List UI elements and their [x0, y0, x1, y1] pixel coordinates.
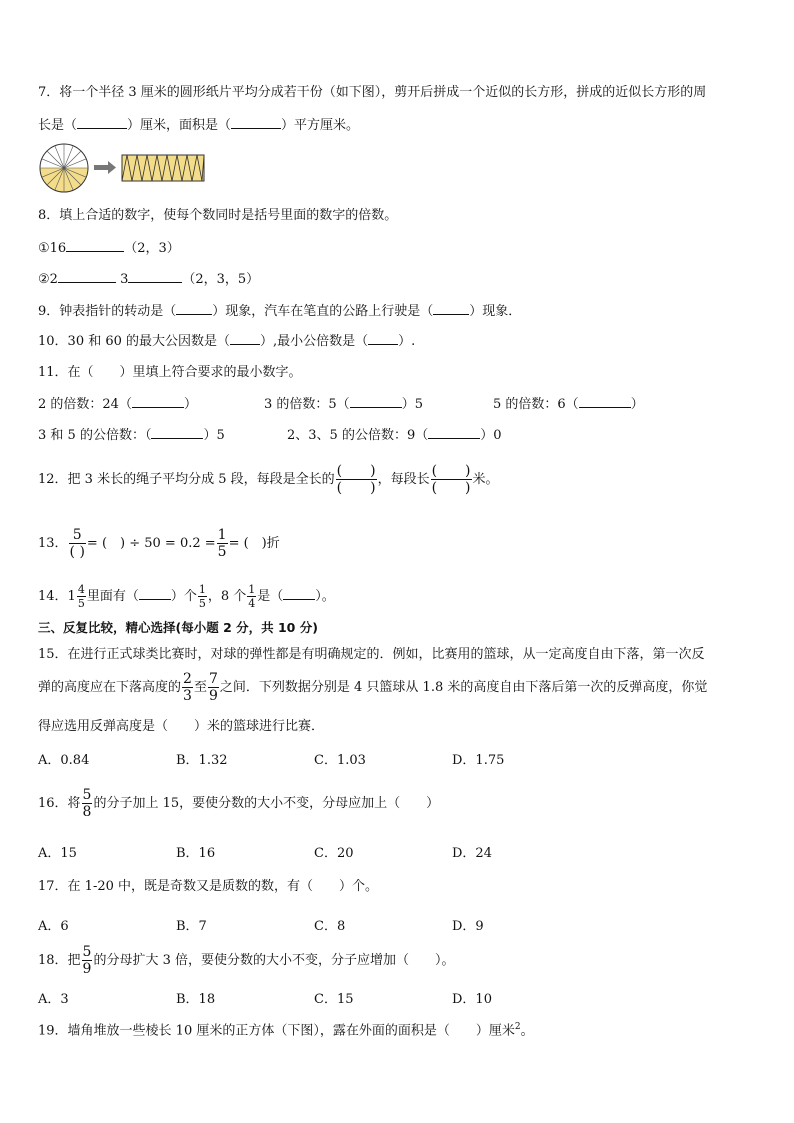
- q17-option-d[interactable]: D．9: [452, 919, 484, 934]
- q8-item2-blank-a[interactable]: [58, 270, 116, 283]
- q11-r2b-blank[interactable]: [428, 426, 480, 439]
- approx-rectangle: [122, 155, 204, 181]
- q19-tail: 。: [520, 1023, 534, 1039]
- circled-2-icon: ②: [38, 272, 50, 287]
- circled-1-icon: ①: [38, 241, 50, 256]
- q10-text-a: 10．30 和 60 的最大公因数是（: [38, 334, 231, 349]
- q11-stem: 11．在（ ）里填上符合要求的最小数字。: [38, 365, 302, 380]
- q11-r1a-tail: ）: [183, 397, 197, 412]
- q13-line: [38, 524, 280, 564]
- q8-item1-blank[interactable]: [66, 239, 124, 252]
- q11-r2a-tail: ）5: [203, 428, 225, 443]
- q14-text-d: ，8 个: [207, 589, 247, 604]
- q10-text-c: ）.: [398, 334, 416, 349]
- q11-r1b-tail: ）5: [401, 397, 423, 412]
- q13-tail: = ( )折: [228, 536, 280, 551]
- q8-item2-number-b: 3: [120, 272, 129, 287]
- q17-option-c[interactable]: C．8: [314, 919, 346, 934]
- q11-row2a: [38, 426, 225, 445]
- q7-text-c: ）平方厘米。: [281, 118, 360, 133]
- q7-blank-area[interactable]: [231, 116, 281, 129]
- q11-r1a-blank[interactable]: [132, 395, 184, 408]
- q7-figure: [38, 142, 218, 194]
- q7-text-b: ）厘米，面积是（: [127, 118, 232, 133]
- q15-text-c: 之间．下列数据分别是 4 只篮球从 1.8 米的高度自由下落后第一次的反弹高度，你觉: [219, 680, 708, 695]
- q14-text-c: ）个: [170, 589, 197, 604]
- q18-text-a: 18．把: [38, 953, 81, 968]
- q15-line1: 15．在进行正式球类比赛时，对球的弹性都是有明确规定的．例如，比赛用的篮球，从一定高度自由下落，第一次反: [38, 647, 705, 662]
- q19-text: 19．墙角堆放一些棱长 10 厘米的正方体（下图），露在外面的面积是（ ）厘米: [38, 1023, 515, 1039]
- q15-option-d[interactable]: D．1.75: [452, 753, 505, 768]
- q8-item1: [38, 239, 180, 258]
- q18-option-a[interactable]: A．3: [38, 992, 69, 1007]
- q16-text-b: 的分子加上 15，要使分数的大小不变，分母应加上（ ）: [93, 796, 440, 811]
- q12-text-b: ，每段长: [377, 472, 430, 487]
- q13-middle: = ( ) ÷ 50 = 0.2 =: [86, 536, 216, 551]
- q18-option-c[interactable]: C．15: [314, 992, 354, 1007]
- q9-blank-car[interactable]: [433, 302, 469, 315]
- q7-line2: [38, 116, 359, 135]
- q9-text-c: ）现象．: [469, 304, 522, 319]
- q10-blank-lcm[interactable]: [368, 332, 398, 345]
- q15-text-b: 至: [193, 680, 207, 695]
- q14-line: [38, 580, 335, 614]
- q11-r1a-label: 2 的倍数：24（: [38, 397, 132, 412]
- q15-option-a[interactable]: A．0.84: [38, 753, 90, 768]
- q11-row1b: [264, 395, 423, 414]
- q12-text-c: 米。: [472, 472, 499, 487]
- q17-option-a[interactable]: A．6: [38, 919, 69, 934]
- q19-superscript: 2: [514, 1022, 521, 1032]
- q14-text-e: 是（: [257, 589, 284, 604]
- q11-r1c-label: 5 的倍数：6（: [493, 397, 579, 412]
- q16-option-d[interactable]: D．24: [452, 846, 492, 861]
- q8-item1-number: 16: [49, 241, 67, 256]
- q11-r1c-tail: ）: [630, 397, 644, 412]
- q15-option-b[interactable]: B．1.32: [176, 753, 228, 768]
- q11-r2a-label: 3 和 5 的公倍数：（: [38, 428, 152, 443]
- q13-fraction-1-5: $\frac{1}{5}$: [217, 527, 227, 560]
- q14-fraction-1-5: $\frac{1}{5}$: [198, 583, 206, 610]
- q14-fraction-4-5: $\frac{4}{5}$: [77, 583, 85, 610]
- q11-row2b: [287, 426, 502, 445]
- q16-option-a[interactable]: A．15: [38, 846, 77, 861]
- q11-row1a: [38, 395, 197, 414]
- q9-line: [38, 302, 521, 321]
- q9-text-b: ）现象，汽车在笔直的公路上行驶是（: [212, 304, 434, 319]
- q16-line: [38, 786, 439, 822]
- q12-fraction-portion[interactable]: $\frac{( )}{( )}$: [336, 463, 376, 496]
- q7-text-a: 长是（: [38, 118, 78, 133]
- q14-text-a: 14．1: [38, 589, 76, 604]
- q12-line: [38, 462, 499, 498]
- q10-text-b: ）,最小公倍数是（: [260, 334, 369, 349]
- q11-r1b-label: 3 的倍数：5（: [264, 397, 350, 412]
- q10-line: [38, 332, 415, 351]
- q9-blank-clock[interactable]: [176, 302, 212, 315]
- q12-text-a: 12．把 3 米长的绳子平均分成 5 段，每段是全长的: [38, 472, 335, 487]
- q19-stem: [38, 1018, 534, 1040]
- q8-item2: [38, 270, 259, 289]
- q8-item2-number-a: 2: [49, 272, 58, 287]
- q14-blank-count1[interactable]: [139, 587, 171, 600]
- q14-text-f: ）。: [315, 589, 335, 604]
- q11-r2b-label: 2、3、5 的公倍数：9（: [287, 428, 429, 443]
- q14-blank-result[interactable]: [283, 587, 315, 600]
- q15-line3: 得应选用反弹高度是（ ）米的篮球进行比赛．: [38, 719, 325, 734]
- q15-fraction-2-3: $\frac{2}{3}$: [183, 671, 192, 704]
- arrow-icon: [94, 161, 116, 174]
- q18-text-b: 的分母扩大 3 倍，要使分数的大小不变，分子应增加（ ）。: [93, 953, 455, 968]
- circle-to-rectangle-figure: [38, 142, 218, 194]
- q11-row1c: [493, 395, 644, 414]
- q13-label: 13．: [38, 536, 68, 551]
- q18-option-d[interactable]: D．10: [452, 992, 492, 1007]
- q15-text-a: 弹的高度应在下落高度的: [38, 680, 182, 695]
- q7-blank-perimeter[interactable]: [77, 116, 127, 129]
- q18-line: [38, 943, 455, 979]
- q15-line2: [38, 670, 707, 706]
- q17-option-b[interactable]: B．7: [176, 919, 207, 934]
- q9-text-a: 9．钟表指针的转动是（: [38, 304, 177, 319]
- q14-text-b: 里面有（: [86, 589, 139, 604]
- q11-r2a-blank[interactable]: [151, 426, 203, 439]
- q10-blank-gcd[interactable]: [230, 332, 260, 345]
- section-3-title: 三、反复比较，精心选择(每小题 2 分，共 10 分): [38, 620, 318, 635]
- q16-text-a: 16．将: [38, 796, 81, 811]
- q11-r1b-blank[interactable]: [350, 395, 402, 408]
- q11-r1c-blank[interactable]: [579, 395, 631, 408]
- q16-option-c[interactable]: C．20: [314, 846, 354, 861]
- q18-fraction-5-9: $\frac{5}{9}$: [82, 944, 92, 977]
- q8-stem: 8．填上合适的数字，使每个数同时是括号里面的数字的倍数。: [38, 208, 398, 223]
- q13-fraction-5-over-blank[interactable]: $\frac{5}{( )}$: [69, 527, 85, 560]
- q8-item2-tail: （2，3，5）: [182, 272, 260, 287]
- q14-fraction-1-4: $\frac{1}{4}$: [248, 583, 256, 610]
- q16-fraction-5-8: $\frac{5}{8}$: [82, 787, 92, 820]
- q15-option-c[interactable]: C．1.03: [314, 753, 366, 768]
- q7-line1: 7．将一个半径 3 厘米的圆形纸片平均分成若干份（如下图），剪开后拼成一个近似的长方形，拼成的近似长方形的周: [38, 85, 707, 100]
- q12-fraction-length[interactable]: $\frac{( )}{( )}$: [431, 463, 471, 496]
- q8-item1-tail: （2，3）: [124, 241, 180, 256]
- q16-option-b[interactable]: B．16: [176, 846, 216, 861]
- q18-option-b[interactable]: B．18: [176, 992, 216, 1007]
- q15-fraction-7-9: $\frac{7}{9}$: [208, 671, 218, 704]
- q17-stem: 17．在 1-20 中，既是奇数又是质数的数，有（ ）个。: [38, 879, 379, 894]
- sliced-circle: [40, 144, 88, 192]
- q11-r2b-tail: ）0: [480, 428, 502, 443]
- q8-item2-blank-b[interactable]: [128, 270, 182, 283]
